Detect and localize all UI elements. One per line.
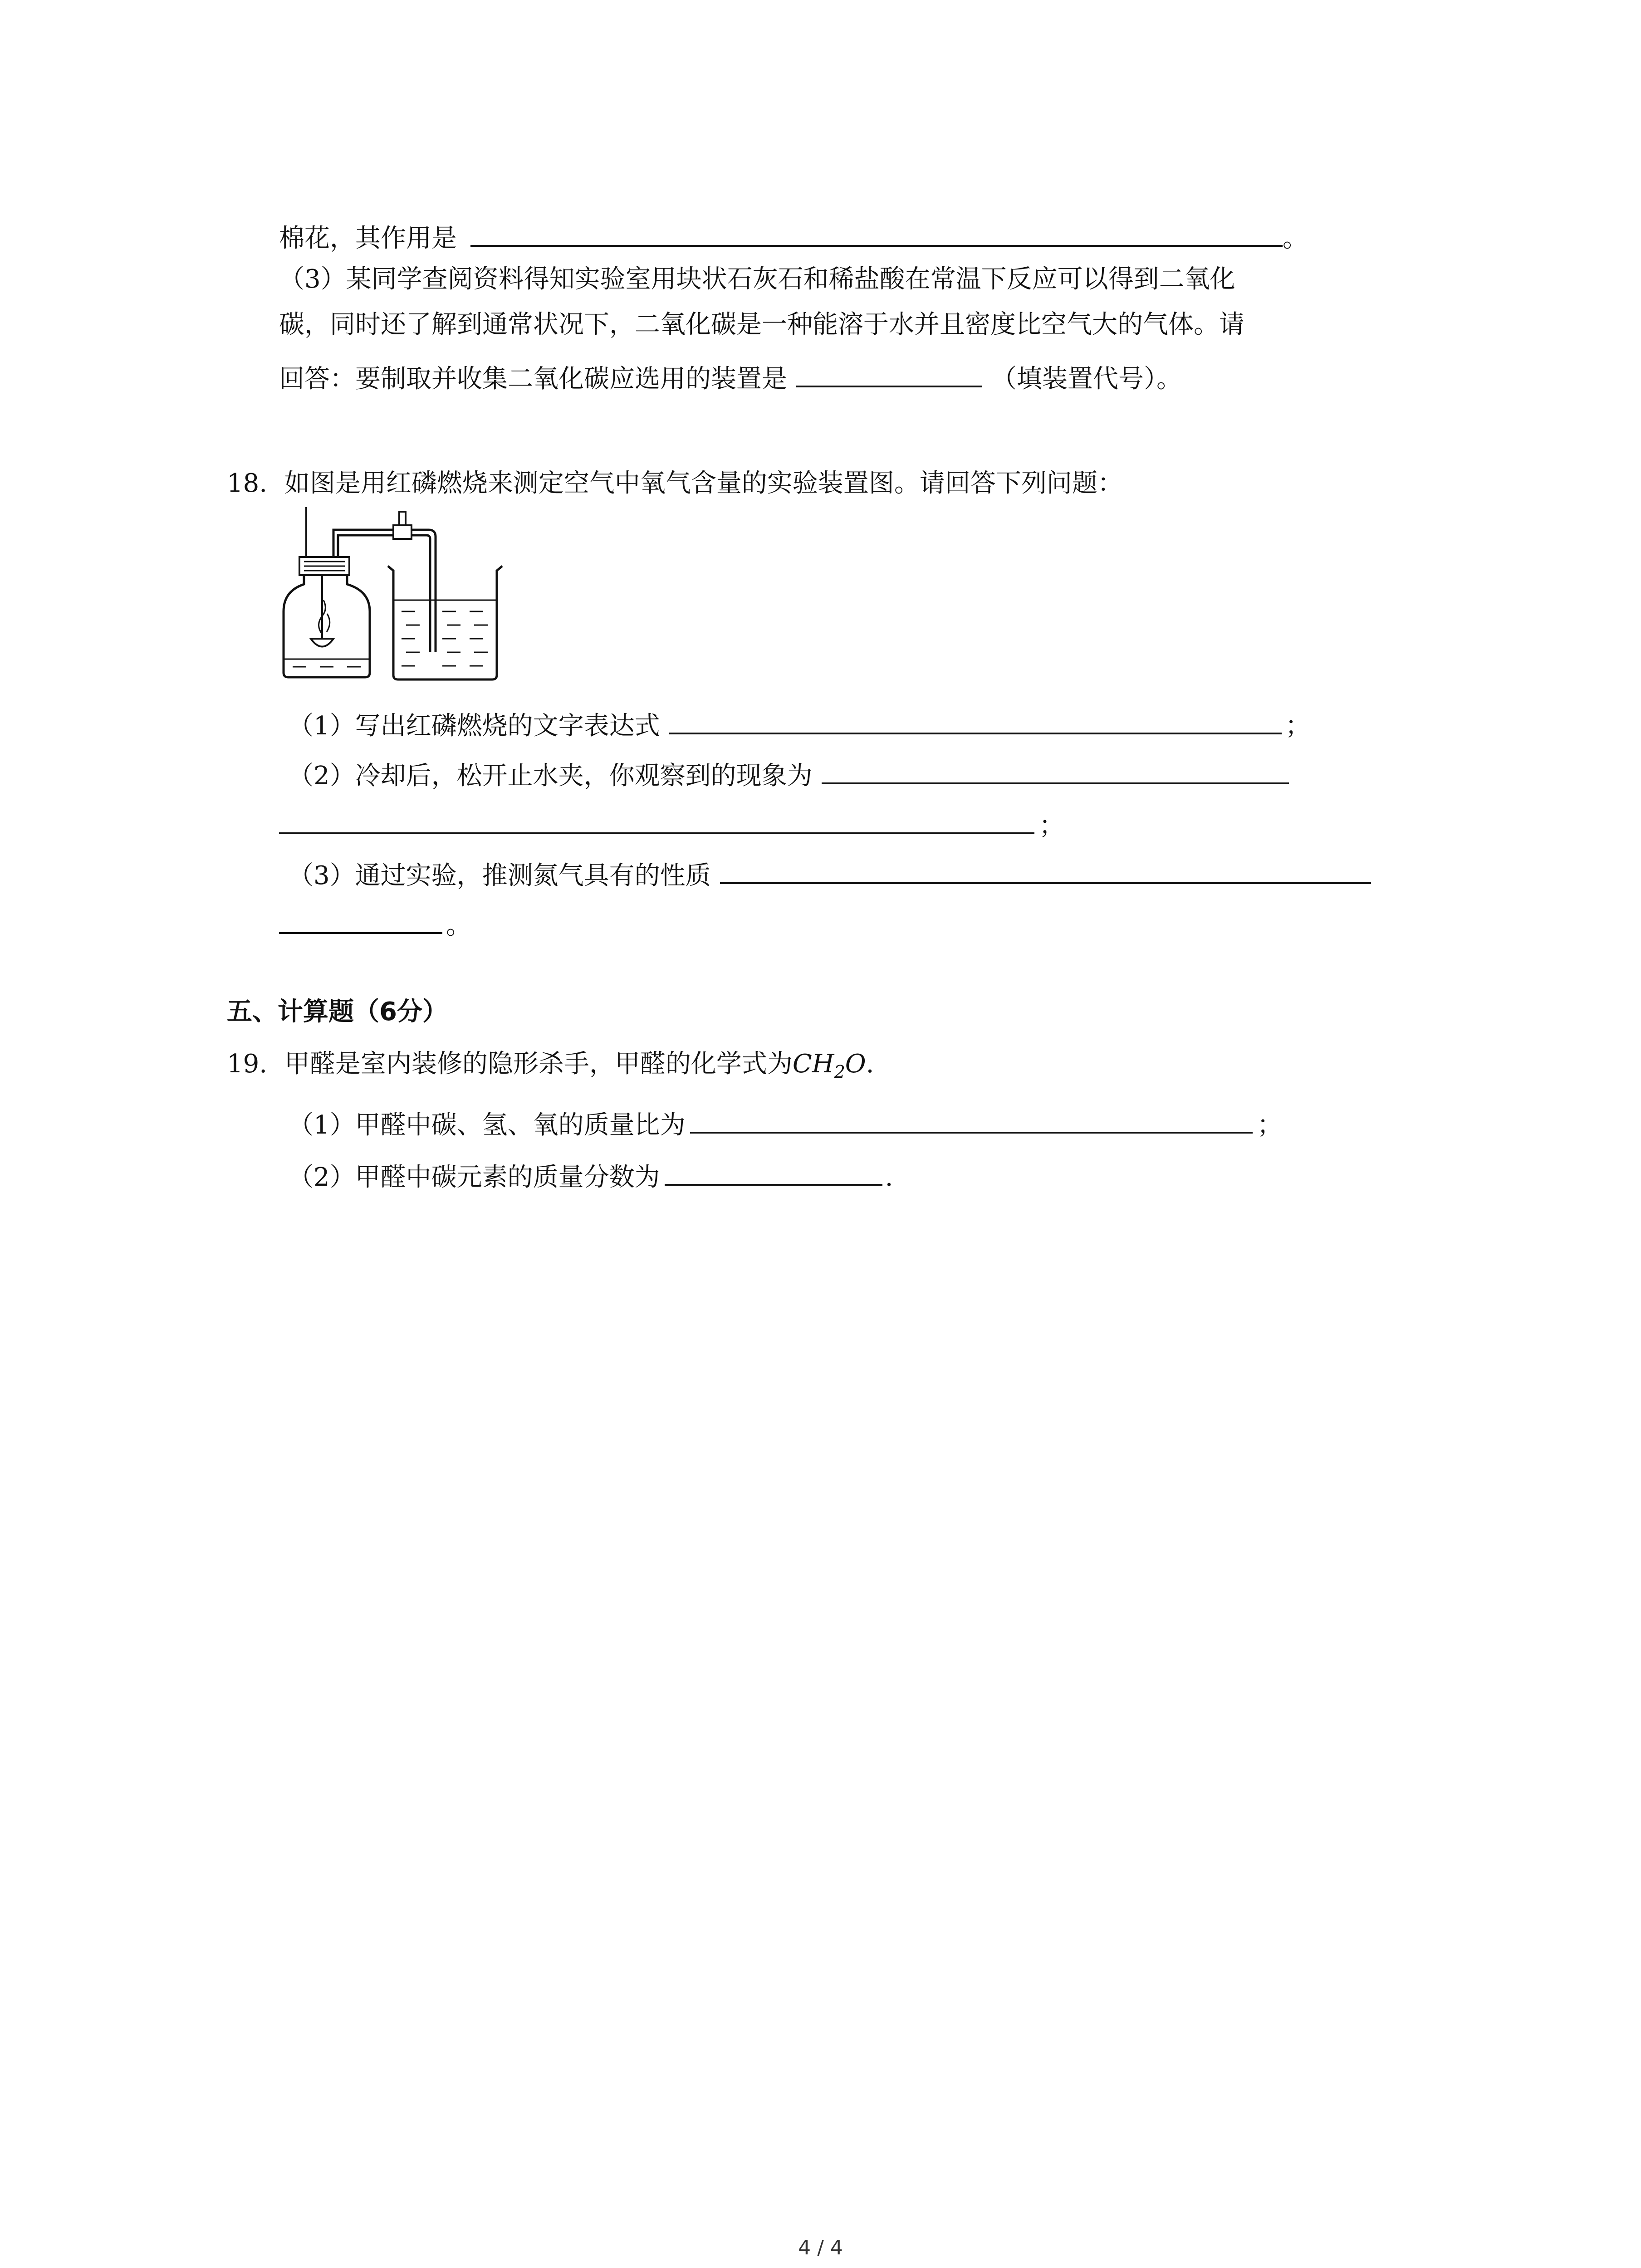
q19-sub2-suffix: . [885,1163,893,1192]
q19-stem [227,1048,874,1088]
section5-title: 五、计算题（6分） [227,997,448,1026]
formula-ch: CH [792,1049,834,1079]
q18-blank-property-2[interactable] [279,905,442,934]
q17-line4-suffix: （填装置代号）。 [991,364,1182,394]
q17-line4-prefix: 回答：要制取并收集二氧化碳应选用的装置是 [279,364,787,394]
q18-number: 18. [227,469,268,498]
q18-sub3-suffix: 。 [446,911,471,940]
page-number: 4 / 4 [798,2236,843,2259]
formaldehyde-formula [792,1049,866,1082]
q19-sub1-prefix: （1）甲醛中碳、氢、氧的质量比为 [288,1110,686,1140]
red-phosphorus-apparatus-figure [279,503,533,684]
q18-sub2 [288,755,1289,792]
q17-line1-suffix: 。 [1283,224,1308,253]
q19-sub2 [288,1157,893,1194]
q18-sub3-cont [279,905,471,942]
q18-stem [227,467,1123,500]
q19-sub2-prefix: （2）甲醛中碳元素的质量分数为 [288,1163,660,1192]
formula-subscript: 2 [834,1062,845,1082]
q19-sub1 [288,1105,1283,1142]
q18-stem-text: 如图是用红磷燃烧来测定空气中氧气含量的实验装置图。请回答下列问题： [284,469,1123,498]
q18-blank-property-1[interactable] [720,855,1371,884]
q17-line4 [279,358,1182,396]
q18-blank-phenomenon-2[interactable] [279,805,1034,834]
q19-number: 19. [227,1049,268,1079]
q18-sub1-prefix: （1）写出红磷燃烧的文字表达式 [288,711,660,741]
q19-stem-end: . [866,1049,874,1079]
q19-sub1-suffix: ； [1257,1110,1283,1140]
q17-line1-prefix: 棉花，其作用是 [279,224,457,253]
q18-sub1 [288,705,1311,743]
q18-blank-phenomenon-1[interactable] [822,755,1289,784]
q18-sub3 [288,855,1371,892]
q18-sub2-prefix: （2）冷却后，松开止水夹，你观察到的现象为 [288,761,813,791]
q18-blank-equation[interactable] [669,705,1282,734]
q18-sub2-cont [279,805,1064,842]
q17-line2: （3）某同学查阅资料得知实验室用块状石灰石和稀盐酸在常温下反应可以得到二氧化 [279,264,1235,294]
q17-blank-function[interactable] [470,218,1283,247]
q18-sub3-prefix: （3）通过实验，推测氮气具有的性质 [288,861,711,890]
q18-sub2-suffix: ； [1039,811,1064,841]
q19-blank-mass-fraction[interactable] [665,1157,882,1186]
q17-blank-apparatus[interactable] [796,358,982,387]
q18-sub1-suffix: ； [1285,711,1311,741]
q17-line3: 碳，同时还了解到通常状况下，二氧化碳是一种能溶于水并且密度比空气大的气体。请 [279,310,1244,339]
q17-line1 [279,218,1308,255]
q19-blank-mass-ratio[interactable] [690,1105,1253,1134]
formula-o: O [845,1049,866,1079]
q19-stem-text: 甲醛是室内装修的隐形杀手，甲醛的化学式为 [284,1049,793,1079]
